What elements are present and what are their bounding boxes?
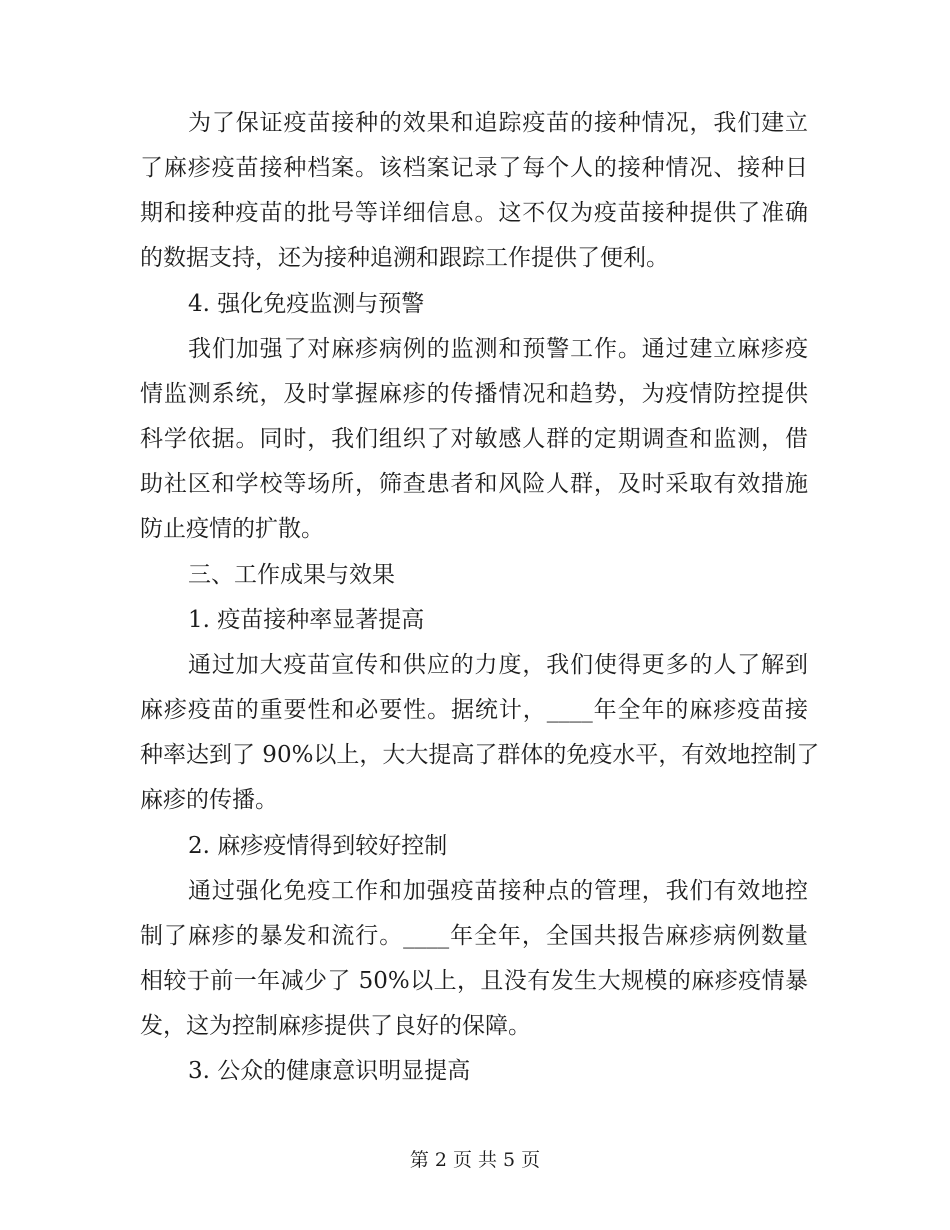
paragraph-monitoring [140,327,808,553]
paragraph-line: 期和接种疫苗的批号等详细信息。这不仅为疫苗接种提供了准确 [140,200,808,227]
paragraph-line: 相较于前一年减少了 50%以上，且没有发生大规模的麻疹疫情暴 [140,967,808,994]
heading-line: 2. 麻疹疫情得到较好控制 [188,832,448,859]
paragraph-line: 我们加强了对麻疹病例的监测和预警工作。通过建立麻疹疫 [188,335,808,362]
section-heading [140,1049,808,1094]
heading-line: 1. 疫苗接种率显著提高 [188,606,425,633]
paragraph-line: 麻疹的传播。 [140,787,278,814]
page-number-footer: 第 2 页 共 5 页 [409,1149,541,1171]
paragraph-line: 麻疹疫苗的重要性和必要性。据统计，____年全年的麻疹疫苗接 [140,697,808,724]
paragraph-line: 为了保证疫苗接种的效果和追踪疫苗的接种情况，我们建立 [188,110,808,136]
paragraph-line: 制了麻疹的暴发和流行。____年全年，全国共报告麻疹病例数量 [140,922,808,949]
paragraph-line: 种率达到了 90%以上，大大提高了群体的免疫水平，有效地控制了 [140,742,820,769]
paragraph-line: 通过加大疫苗宣传和供应的力度，我们使得更多的人了解到 [188,651,808,678]
paragraph-line: 发，这为控制麻疹提供了良好的保障。 [140,1013,531,1040]
heading-line: 三、工作成果与效果 [188,561,395,588]
paragraph-line: 通过强化免疫工作和加强疫苗接种点的管理，我们有效地控 [188,877,808,904]
section-heading [140,598,808,643]
paragraph-line: 了麻疹疫苗接种档案。该档案记录了每个人的接种情况、接种日 [140,155,808,182]
heading-line: 4. 强化免疫监测与预警 [188,290,425,317]
paragraph-line: 情监测系统，及时掌握麻疹的传播情况和趋势，为疫情防控提供 [140,380,808,407]
paragraph-line: 助社区和学校等场所，筛查患者和风险人群，及时采取有效措施 [140,471,808,498]
paragraph-vaccination-records [140,101,808,282]
paragraph-outbreak-control [140,869,808,1050]
paragraph-line: 的数据支持，还为接种追溯和跟踪工作提供了便利。 [140,245,669,272]
paragraph-line: 科学依据。同时，我们组织了对敏感人群的定期调查和监测，借 [140,426,808,453]
paragraph-vaccination-rate [140,643,820,824]
chapter-heading [140,553,808,598]
section-heading [140,824,808,869]
document-body [140,101,820,1094]
section-heading [140,282,808,327]
heading-line: 3. 公众的健康意识明显提高 [188,1058,471,1085]
paragraph-line: 防止疫情的扩散。 [140,516,324,543]
